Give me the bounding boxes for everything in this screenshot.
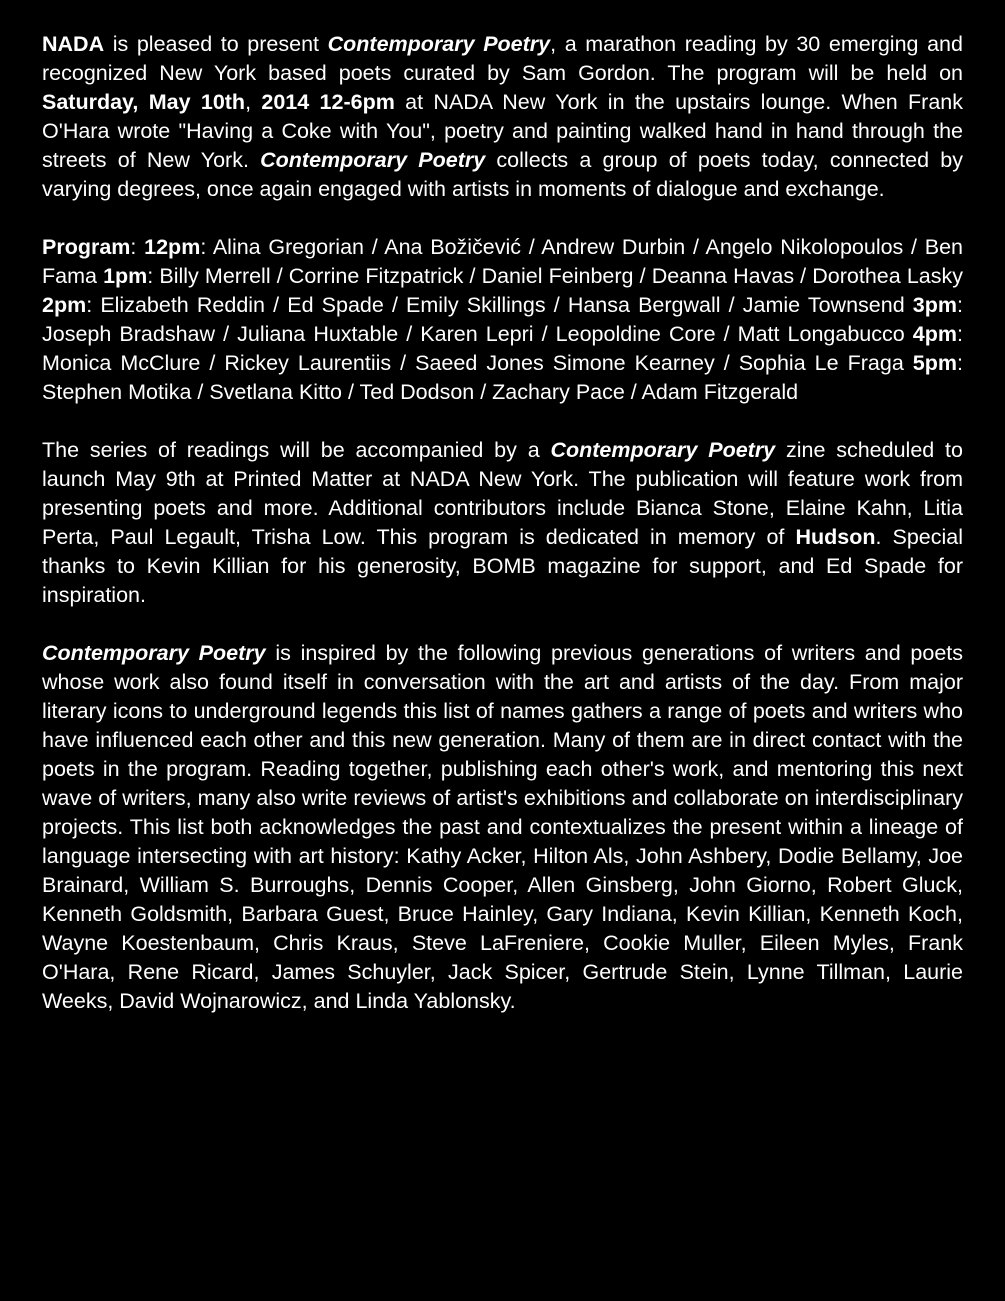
emphasized-text: Contemporary Poetry (327, 32, 551, 56)
emphasized-text: 5pm (912, 351, 958, 375)
paragraph-intro (42, 30, 963, 204)
text-run: : Monica McClure / Rickey Laurentiis / Saeed Jones Simone Kearney / Sophia Le Fraga (42, 322, 963, 375)
text-run: : Stephen Motika / Svetlana Kitto / Ted Dodson / Zachary Pace / Adam Fitzgerald (42, 351, 963, 404)
emphasized-text: NADA (42, 32, 105, 56)
text-run: : (130, 235, 145, 259)
emphasized-text: 3pm (912, 293, 958, 317)
text-run: zine scheduled to launch May 9th at Printed Matter at NADA New York. The publication will feature work from presenting poets and more. Additional contributors include Bianca Stone, Elaine Kahn, Litia Perta, Paul Legault, Trisha Low. This program is dedicated in memory of (42, 438, 963, 549)
paragraph-influences-list (42, 639, 963, 1016)
paragraph-zine-announcement (42, 436, 963, 610)
text-run: is inspired by the following previous generations of writers and poets whose work also found itself in conversation with the art and artists of the day. From major literary icons to underground legends this list of names gathers a range of poets and writers who have influenced each other and this new generation. Many of them are in direct contact with the poets in the program. Reading together, publishing each other's work, and mentoring this next wave of writers, many also write reviews of artist's exhibitions and collaborate on interdisciplinary projects. This list both acknowledges the past and contextualizes the present within a lineage of language intersecting with art history: Kathy Acker, Hilton Als, John Ashbery, Dodie Bellamy, Joe Brainard, William S. Burroughs, Dennis Cooper, Allen Ginsberg, John Giorno, Robert Gluck, Kenneth Goldsmith, Barbara Guest, Bruce Hainley, Gary Indiana, Kevin Killian, Kenneth Koch, Wayne Koestenbaum, Chris Kraus, Steve LaFreniere, Cookie Muller, Eileen Myles, Frank O'Hara, Rene Ricard, James Schuyler, Jack Spicer, Gertrude Stein, Lynne Tillman, Laurie Weeks, David Wojnarowicz, and Linda Yablonsky. (42, 641, 963, 1013)
text-run: collects a group of poets today, connected by varying degrees, once again engaged with artists in moments of dialogue and exchange. (42, 148, 963, 201)
text-run: : Elizabeth Reddin / Ed Spade / Emily Skillings / Hansa Bergwall / Jamie Townsend (86, 293, 913, 317)
emphasized-text: 4pm (912, 322, 958, 346)
text-run: : Alina Gregorian / Ana Božičević / Andrew Durbin / Angelo Nikolopoulos / Ben Fama (42, 235, 963, 288)
emphasized-text: Contemporary Poetry (42, 641, 266, 665)
text-run: . Special thanks to Kevin Killian for his generosity, BOMB magazine for support, and Ed Spade for inspiration. (42, 525, 963, 607)
emphasized-text: Contemporary Poetry (550, 438, 776, 462)
emphasized-text: Saturday, May 10th (42, 90, 246, 114)
emphasized-text: 2pm (42, 293, 87, 317)
text-run: : Billy Merrell / Corrine Fitzpatrick / Daniel Feinberg / Deanna Havas / Dorothea Lasky (147, 264, 963, 288)
text-run: at NADA New York in the upstairs lounge. When Frank O'Hara wrote "Having a Coke with You", poetry and painting walked hand in hand through the streets of New York. (42, 90, 963, 172)
paragraph-program-schedule (42, 233, 963, 407)
emphasized-text: Contemporary Poetry (260, 148, 486, 172)
text-run: is pleased to present (104, 32, 328, 56)
emphasized-text: 1pm (103, 264, 148, 288)
emphasized-text: Hudson (795, 525, 876, 549)
text-run: The series of readings will be accompanied by a (42, 438, 551, 462)
emphasized-text: 2014 12-6pm (261, 90, 395, 114)
text-run: , a marathon reading by 30 emerging and recognized New York based poets curated by Sam Gordon. The program will be held on (42, 32, 963, 85)
emphasized-text: 12pm (144, 235, 201, 259)
emphasized-text: Program (42, 235, 131, 259)
text-run: : Joseph Bradshaw / Juliana Huxtable / Karen Lepri / Leopoldine Core / Matt Longabucco (42, 293, 963, 346)
text-run: , (245, 90, 262, 114)
